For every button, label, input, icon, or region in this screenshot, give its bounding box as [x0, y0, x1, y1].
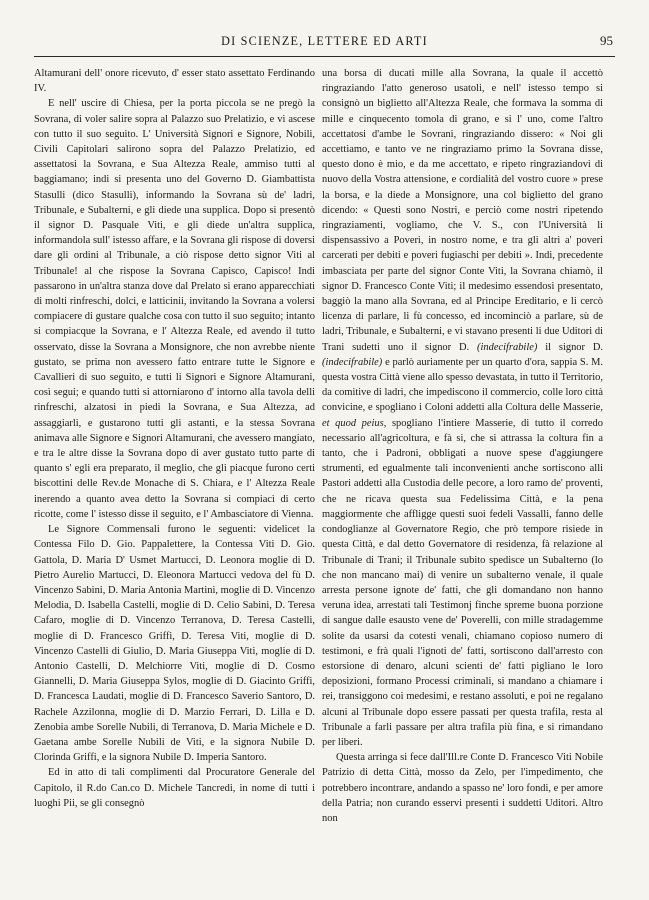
right-column — [322, 66, 603, 826]
italic-note: (indecifrabile) — [322, 356, 383, 368]
italic-note: (indecifrabile) — [477, 341, 538, 353]
paragraph-procurator: Ed in atto di tali complimenti dal Procuratore Generale del Capitolo, il R.do Can.co D. Michele Tancredi, in nome di tutti i luoghi Pii, se gli consegnò — [34, 767, 315, 809]
running-header — [34, 28, 615, 57]
text-segment: , spogliano l'intiere Masserie, di tutto il corredo necessario all'agricoltura, e fà si, che si attrassa la coltura fin a tanto, che i Padroni, obbligati a nuove spese d'aggiungere strumenti, ed egualmente tali inconvenienti anche sortiscono alli Pastori addetti alla Custodia delle pecore, a loro ramo de' proventi, che ne ricava questa sua Fedelissima Città, e la pena maggiormente che affligge questi suoi fedeli Vassalli, fanno delle condoglianze al Governatore Regio, che prò tempore risiede in questa Città, e dal detto Governatore di residenza, fà relazione al Tribunale di Trani; il Tribunale subito spedisce un Subalterno (lo che non mancano mai) di venire un subalterno venale, il quale arresta persone ignote de' fatti, che gli domandano non hanno veruna idea, arrestati tali Testimonj finche spreme buona porzione di sangue dalle esausto vene de' Poverelli, con mille stradagemme solite da usarsi da cotesti venali, chiamano copioso numero di testimoni, e frà quali l'ignoti de' fatti, sortiscono dall'arresto con estorsione di denaro, alcuni scienti de' fatti pigliano le loro deposizioni, formano Processi criminali, si mandano a chiamare i rei, transiggono coi medesimi, e restano assoluti, e poi ne regalano alcuni al Tribunale dopo essere passati per questa trafila, resta al Tribunale a farli passare per altra trafila più fina, e si rimandano per liberi. — [322, 417, 603, 748]
page-number: 95 — [600, 33, 613, 48]
paragraph-gift-and-speech — [322, 66, 603, 750]
left-column — [34, 66, 315, 811]
italic-latin-phrase: et quod peius — [322, 417, 384, 429]
paragraph-church-exit: E nell' uscire di Chiesa, per la porta piccola se ne pregò la Sovrana, di voler salire sopra al Palazzo suo Prelatizio, e vi ascese con tutto il suo seguito. L' Università Signori e Signore, Nobili, Civili Capitolari salirono sopra del Palazzo Prelatizio, ed assettatosi la Sovrana, e Sua Altezza Reale, ammiso tutti al baggiamano; indi si presenta uno del Governo D. Giambattista Stasulli (dico Stasulli), informando la Sovrana sù de' ladri, Tribunale, e Subalterni, e gli diede una supplica. Dopo si presentò il signor D. Pasquale Viti, e gli diede un'altra supplica, informandola sull' istesso affare, e la Sovrana gli rispose di doversi dare gli ordini al Tribunale, a ciò rispose detto signor Viti al Tribunale! al che rispose la Sovrana Capisco, Capisco! Indi passarono in un'altra stanza dove dal Prelato si erano apparecchiati di molti rinfreschi, dolci, e latticinii, invitando la Sovrana a volersi compiacere di gustare qualche cosa con tutto il suo seguito; intanto si compiacque la Sovrana, e l' Altezza Reale, ed avendo il tutto osservato, disse la Sovrana a Monsignore, che non avrebbe niente gustato, se prima non avessero fatto entrare tutte le Signore e Cavallieri di suo seguito, e tutti li Signori e Signore Altamurani, così segui; e quando tutti si attorniarono d' intorno alla tavola delli rinfreschi, alzatosi in piedi la Sovrana, e Sua Altezza, ad assaggiarli, e gustarono tutti gli astanti, e la stessa Sovrana animava alle Signore e Signori Altamurani, che avessero mangiato, e tra le altre disse la Sovrana dopo di aver gustato tutto parte di quanto s' egli era preparato, il meglio, che gli piacque furono certi biscottini delle Rev.de Monache di S. Chiara, e l' Altezza Reale inerendo a quanto avea detto la Sovrana si compiacì di certo ricotte, come l' istesso disse il seguito, e l' Ambasciatore di Vienna. — [34, 98, 315, 520]
header-title: DI SCIENZE, LETTERE ED ARTI — [221, 34, 428, 48]
paragraph-continuation: Altamurani dell' onore ricevuto, d' esser stato assettato Ferdinando IV. — [34, 68, 315, 95]
text-segment: e parlò auriamente per un quarto d'ora, sappia S. M. questa vostra Città viene allo spesso devastata, in tutto il Territorio, da comitive di ladri, che impediscono il commercio, colle loro città convicine, e spogliano i Coloni addetti alla Coltura delle Masserie, — [322, 356, 604, 414]
text-segment: una borsa di ducati mille alla Sovrana, la quale il accettò ringraziando l'atto generoso usatoli, e nell' istesso tempo si consignò un biglietto all'Altezza Reale, che formava la somma di mille e cinquecento tomola di grano, e si l' uno, come l'altro accettatosi d'ambe le Sovrani, ringraziando dissero: « Noi gli accettiamo, e tanto ve ne ringraziamo primo la Sovrana disse, questo dono è mio, e da me accettato, e ripeto ringraziandovi di nuovo della Vostra attensione, e cordialità del vostro cuore » prese la borsa, e la diede a Monsignore, una col biglietto del grano dicendo: « Questi sono Nostri, e perciò come nostri ripetendo ringraziamenti, vogliamo, che V. S., con l'Università li dispensassivo a Poveri, in nostro nome, e tra gli altri a' poveri carcerati per debiti e poveri fugiaschi per debiti ». Indi, precedente imbasciata per parte del signor Conte Viti, la Sovrana chiamò, il signor D. Francesco Conte Viti; il medesimo essendosi presentato, baggiò la mano alla Sovrana, ed al Principe Ereditario, e li cercò licenza di parlare, li fù concesso, ed incominciò a parlare, sù de ladri, Tribunale, e Subalterni, e vi stavano presenti li due Uditori di Trani sudetti uno il signor D. — [322, 68, 603, 353]
paragraph-harangue: Questa arringa si fece dall'Ill.re Conte D. Francesco Viti Nobile Patrizio di detta Città, mosso da Zelo, per l'impedimento, che potrebbero incontrare, andando a spasso ne' loro fondi, e per amore della Patria; non curando esservi presenti i suddetti Uditori. Altro non — [322, 752, 603, 824]
paragraph-commensal-ladies: Le Signore Commensali furono le seguenti: videlicet la Contessa Filo D. Gio. Pappalettere, la Contessa Viti D. Gio. Gattola, D. Maria D' Usmet Martucci, D. Leonora moglie di D. Pietro Aurelio Martucci, D. Eleonora Martucci vedova del fù D. Vincenzo Sabini, D. Maria Antonia Martini, moglie di D. Vincenzo Melodia, D. Isabella Castelli, moglie di D. Celio Sabini, D. Teresa Cafaro, moglie di D. Vincenzo Terranova, D. Teresa Castelli, moglie di D. Francesco Griffi, D. Teresa Viti, moglie di D. Vincenzo Castelli di Giulio, D. Maria Giuseppa Viti, moglie di D. Antonio Castelli, D. Melchiorre Viti, moglie di D. Cosmo Giannelli, D. Maria Giuseppa Sylos, moglie di D. Giacinto Griffi, D. Francesca Laudati, moglie di D. Francesco Saverio Santoro, D. Rachele Azzilonna, moglie di D. Marzio Ferrari, D. Lilla e D. Zenobia ambe Sorelle Nubili, di Terranova, D. Maria Michele e D. Gaetana ambe Sorelle Nubili de Viti, e la signora Nubile D. Clorinda Griffi, e la signora Nubile D. Imperia Santoro. — [34, 524, 315, 764]
text-segment: il signor D. — [545, 341, 604, 353]
